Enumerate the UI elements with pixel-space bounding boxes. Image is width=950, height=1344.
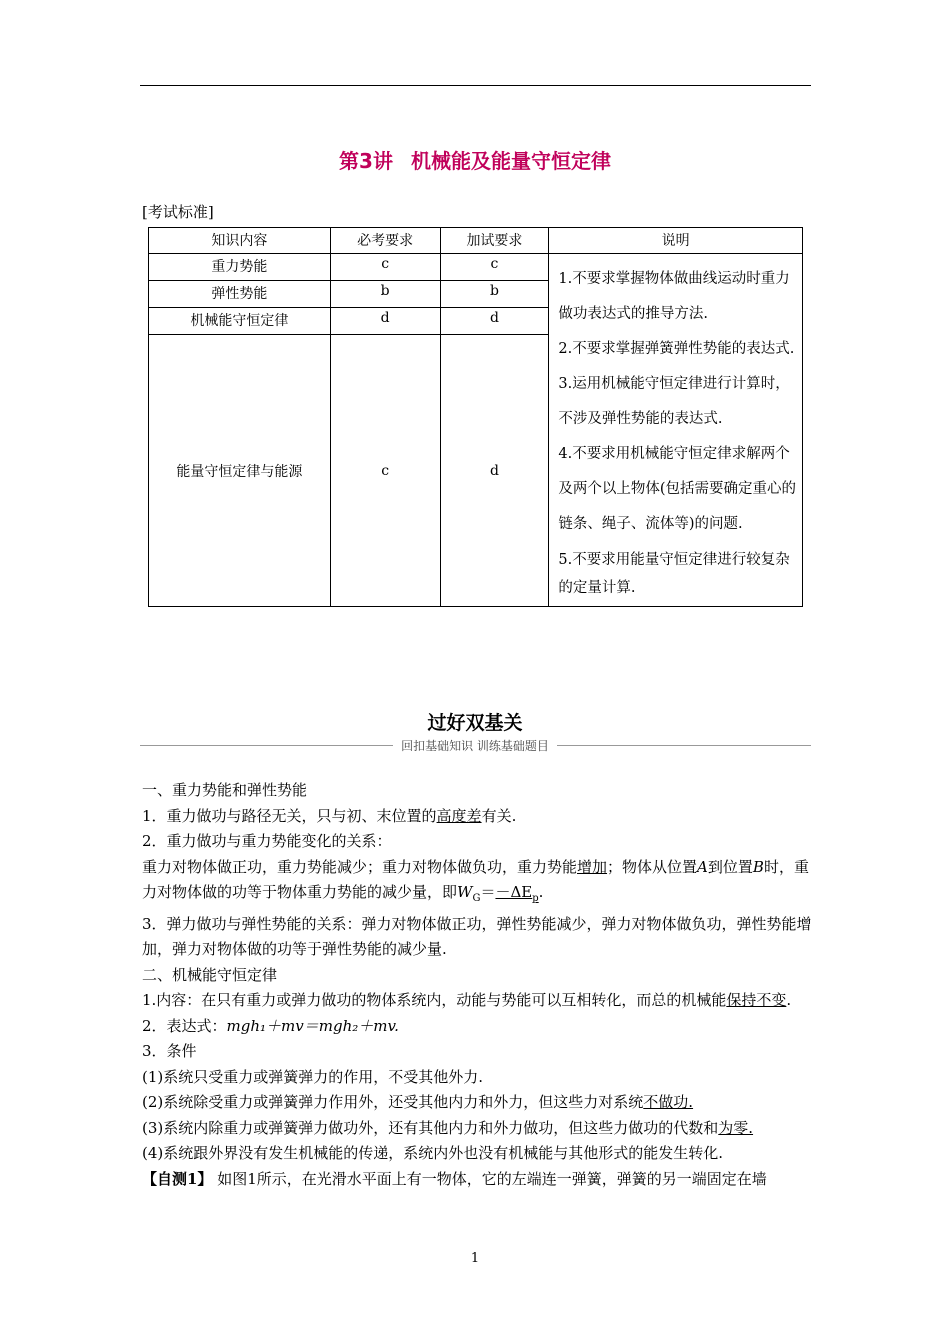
column-header: 加试要求 bbox=[440, 228, 549, 254]
paragraph bbox=[142, 1014, 814, 1040]
section-title: 过好双基关 bbox=[427, 712, 523, 734]
required-cell: c bbox=[330, 335, 440, 607]
paragraph bbox=[142, 804, 814, 830]
self-test-label: 【自测1】 bbox=[142, 1169, 213, 1188]
note-item: 1.不要求掌握物体做曲线运动时重力做功表达式的推导方法. bbox=[558, 271, 790, 322]
column-header: 必考要求 bbox=[330, 228, 440, 254]
topic-cell: 弹性势能 bbox=[149, 281, 331, 308]
extra-cell: d bbox=[440, 335, 549, 607]
topic-cell: 能量守恒定律与能源 bbox=[149, 335, 331, 607]
note-item: 3.运用机械能守恒定律进行计算时，不涉及弹性势能的表达式. bbox=[558, 376, 790, 427]
notes-cell bbox=[549, 254, 803, 607]
formula: mgh₁＋mv＝mgh₂＋mv. bbox=[226, 1016, 399, 1035]
paragraph bbox=[142, 855, 814, 912]
paragraph bbox=[142, 988, 814, 1014]
underlined-answer: －ΔE bbox=[495, 883, 533, 901]
text: . bbox=[538, 883, 544, 901]
text: ；物体从位置 bbox=[607, 857, 698, 876]
text: 重力对物体做正功，重力势能减少；重力对物体做负功，重力势能 bbox=[142, 857, 578, 876]
self-test bbox=[142, 1167, 814, 1193]
header-rule bbox=[140, 85, 811, 86]
section-subtitle-text: 回扣基础知识 训练基础题目 bbox=[393, 739, 557, 753]
extra-cell: d bbox=[440, 308, 549, 335]
paragraph: 3．条件 bbox=[142, 1042, 197, 1060]
standards-table bbox=[148, 227, 803, 607]
required-cell: b bbox=[330, 281, 440, 308]
required-cell: c bbox=[330, 254, 440, 281]
column-header: 知识内容 bbox=[149, 228, 331, 254]
page-number: 1 bbox=[470, 1251, 480, 1266]
underlined-answer: 保持不变 bbox=[726, 991, 787, 1009]
note-item: 2.不要求掌握弹簧弹性势能的表达式. bbox=[558, 341, 795, 357]
lecture-title: 机械能及能量守恒定律 bbox=[410, 149, 611, 173]
paragraph: 3．弹力做功与弹性势能的关系：弹力对物体做正功，弹性势能减少，弹力对物体做负功，弹性势能增加，弹力对物体做的功等于弹性势能的减少量. bbox=[142, 914, 812, 958]
condition-item: (1)系统只受重力或弹簧弹力的作用，不受其他外力. bbox=[142, 1067, 484, 1086]
text: (3)系统内除重力或弹簧弹力做功外，还有其他内力和外力做功，但这些力做功的代数和 bbox=[142, 1118, 719, 1137]
text: ＝ bbox=[480, 883, 496, 901]
text: 1.内容：在只有重力或弹力做功的物体系统内，动能与势能可以互相转化，而总的机械能 bbox=[142, 991, 727, 1009]
text: 时，重力对物体做的功等于物体重力势能的减少量，即 bbox=[142, 857, 809, 901]
topic-cell: 重力势能 bbox=[149, 254, 331, 281]
math-subscript: G bbox=[472, 893, 481, 904]
underlined-answer: 增加 bbox=[577, 857, 608, 876]
heading: 一、重力势能和弹性势能 bbox=[142, 781, 308, 799]
math-symbol: W bbox=[457, 883, 473, 901]
section-subtitle bbox=[0, 737, 950, 754]
math-symbol: A bbox=[697, 857, 708, 876]
condition-item bbox=[142, 1090, 814, 1116]
condition-item: (4)系统跟外界没有发生机械能的传递，系统内外也没有机械能与其他形式的能发生转化. bbox=[142, 1144, 724, 1162]
heading: 二、机械能守恒定律 bbox=[142, 965, 278, 984]
lecture-number: 第3讲 bbox=[339, 149, 393, 173]
math-subscript: p bbox=[532, 893, 539, 904]
note-item: 5.不要求用能量守恒定律进行较复杂的定量计算. bbox=[558, 552, 790, 596]
math-symbol: B bbox=[752, 857, 764, 876]
text: 到位置 bbox=[707, 857, 753, 876]
underlined-answer: 为零. bbox=[718, 1118, 754, 1137]
underlined-answer: 高度差 bbox=[436, 806, 482, 825]
topic-cell: 机械能守恒定律 bbox=[149, 308, 331, 335]
standards-label: [考试标准] bbox=[142, 203, 214, 221]
text: (2)系统除受重力或弹簧弹力作用外，还受其他内力和外力，但这些力对系统 bbox=[142, 1093, 644, 1111]
column-header: 说明 bbox=[549, 228, 803, 254]
paragraph: 2．重力做功与重力势能变化的关系： bbox=[142, 832, 392, 850]
self-test-text: 如图1所示，在光滑水平面上有一物体，它的左端连一弹簧，弹簧的另一端固定在墙 bbox=[217, 1169, 767, 1188]
text: . bbox=[786, 991, 792, 1009]
text: 2．表达式： bbox=[142, 1016, 227, 1035]
table-header-row bbox=[149, 228, 803, 254]
content-body bbox=[142, 778, 814, 1192]
note-item: 4.不要求用机械能守恒定律求解两个及两个以上物体(包括需要确定重心的链条、绳子、流体等)的问题. bbox=[558, 446, 797, 532]
extra-cell: b bbox=[440, 281, 549, 308]
underlined-answer: 不做功. bbox=[643, 1093, 694, 1111]
text: 有关. bbox=[481, 806, 517, 825]
table-row bbox=[149, 254, 803, 281]
required-cell: d bbox=[330, 308, 440, 335]
extra-cell: c bbox=[440, 254, 549, 281]
condition-item bbox=[142, 1116, 814, 1142]
page-title bbox=[0, 145, 950, 174]
text: 1．重力做功与路径无关，只与初、末位置的 bbox=[142, 806, 437, 825]
